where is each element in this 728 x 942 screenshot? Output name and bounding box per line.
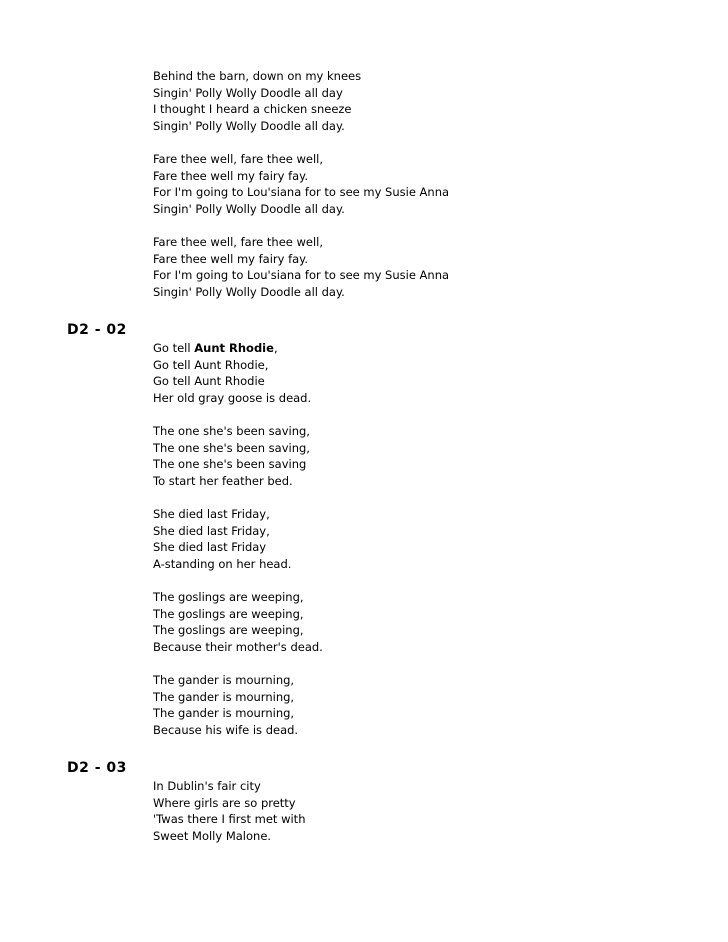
section-heading: D2 - 02 [67,322,127,338]
lyric-line: Go tell Aunt Rhodie, [153,357,269,372]
lyric-line: The gander is mourning, [153,673,295,687]
lyric-line: Sweet Molly Malone. [153,828,272,843]
lyric-line: Singin' Polly Wolly Doodle all day. [153,118,345,133]
lyric-line: The one she's been saving, [153,440,310,455]
stanza [153,778,305,844]
lyric-line [153,340,311,357]
lyric-line: The goslings are weeping, [153,623,304,638]
section-heading: D2 - 03 [67,760,127,776]
stanza [153,672,298,738]
lyric-line: She died last Friday, [153,523,270,538]
lyric-line: Fare thee well my fairy fay. [153,168,309,183]
lyric-line: For I'm going to Lou'siana for to see my Susie Anna [153,268,450,283]
lyric-line: The one she's been saving, [153,424,310,438]
lyric-line: She died last Friday [153,540,267,555]
lyric-line: The gander is mourning, [153,689,295,704]
stanza [153,340,311,406]
lyric-line: In Dublin's fair city [153,779,261,793]
lyric-line: Fare thee well, fare thee well, [153,152,324,166]
lyric-line: To start her feather bed. [153,473,293,488]
lyric-line: She died last Friday, [153,507,270,521]
lyric-line: Go tell Aunt Rhodie [153,374,265,389]
lyric-line: Behind the barn, down on my knees [153,69,362,83]
lyric-text: , [273,341,278,355]
lyric-line: Singin' Polly Wolly Doodle all day [153,85,343,100]
lyric-text: Go tell [153,341,195,355]
lyric-line: The goslings are weeping, [153,606,304,621]
lyric-line: Because his wife is dead. [153,722,299,737]
lyric-line: Singin' Polly Wolly Doodle all day. [153,284,345,299]
song-title-bold: Aunt Rhodie [194,341,274,355]
lyric-line: Fare thee well my fairy fay. [153,251,309,266]
stanza [153,506,291,572]
lyric-line: The gander is mourning, [153,706,295,721]
stanza [153,151,449,217]
stanza [153,589,323,655]
lyric-line: Singin' Polly Wolly Doodle all day. [153,201,345,216]
lyric-line: For I'm going to Lou'siana for to see my Susie Anna [153,185,450,200]
stanza [153,423,310,489]
stanza [153,68,361,134]
lyric-line: Her old gray goose is dead. [153,390,312,405]
lyric-line: The goslings are weeping, [153,590,304,604]
lyric-line: I thought I heard a chicken sneeze [153,102,352,117]
stanza [153,234,449,300]
lyric-line: A-standing on her head. [153,556,292,571]
lyric-line: Because their mother's dead. [153,639,323,654]
lyric-line: 'Twas there I first met with [153,812,306,827]
lyric-line: The one she's been saving [153,457,307,472]
lyric-line: Fare thee well, fare thee well, [153,235,324,249]
lyric-line: Where girls are so pretty [153,795,296,810]
